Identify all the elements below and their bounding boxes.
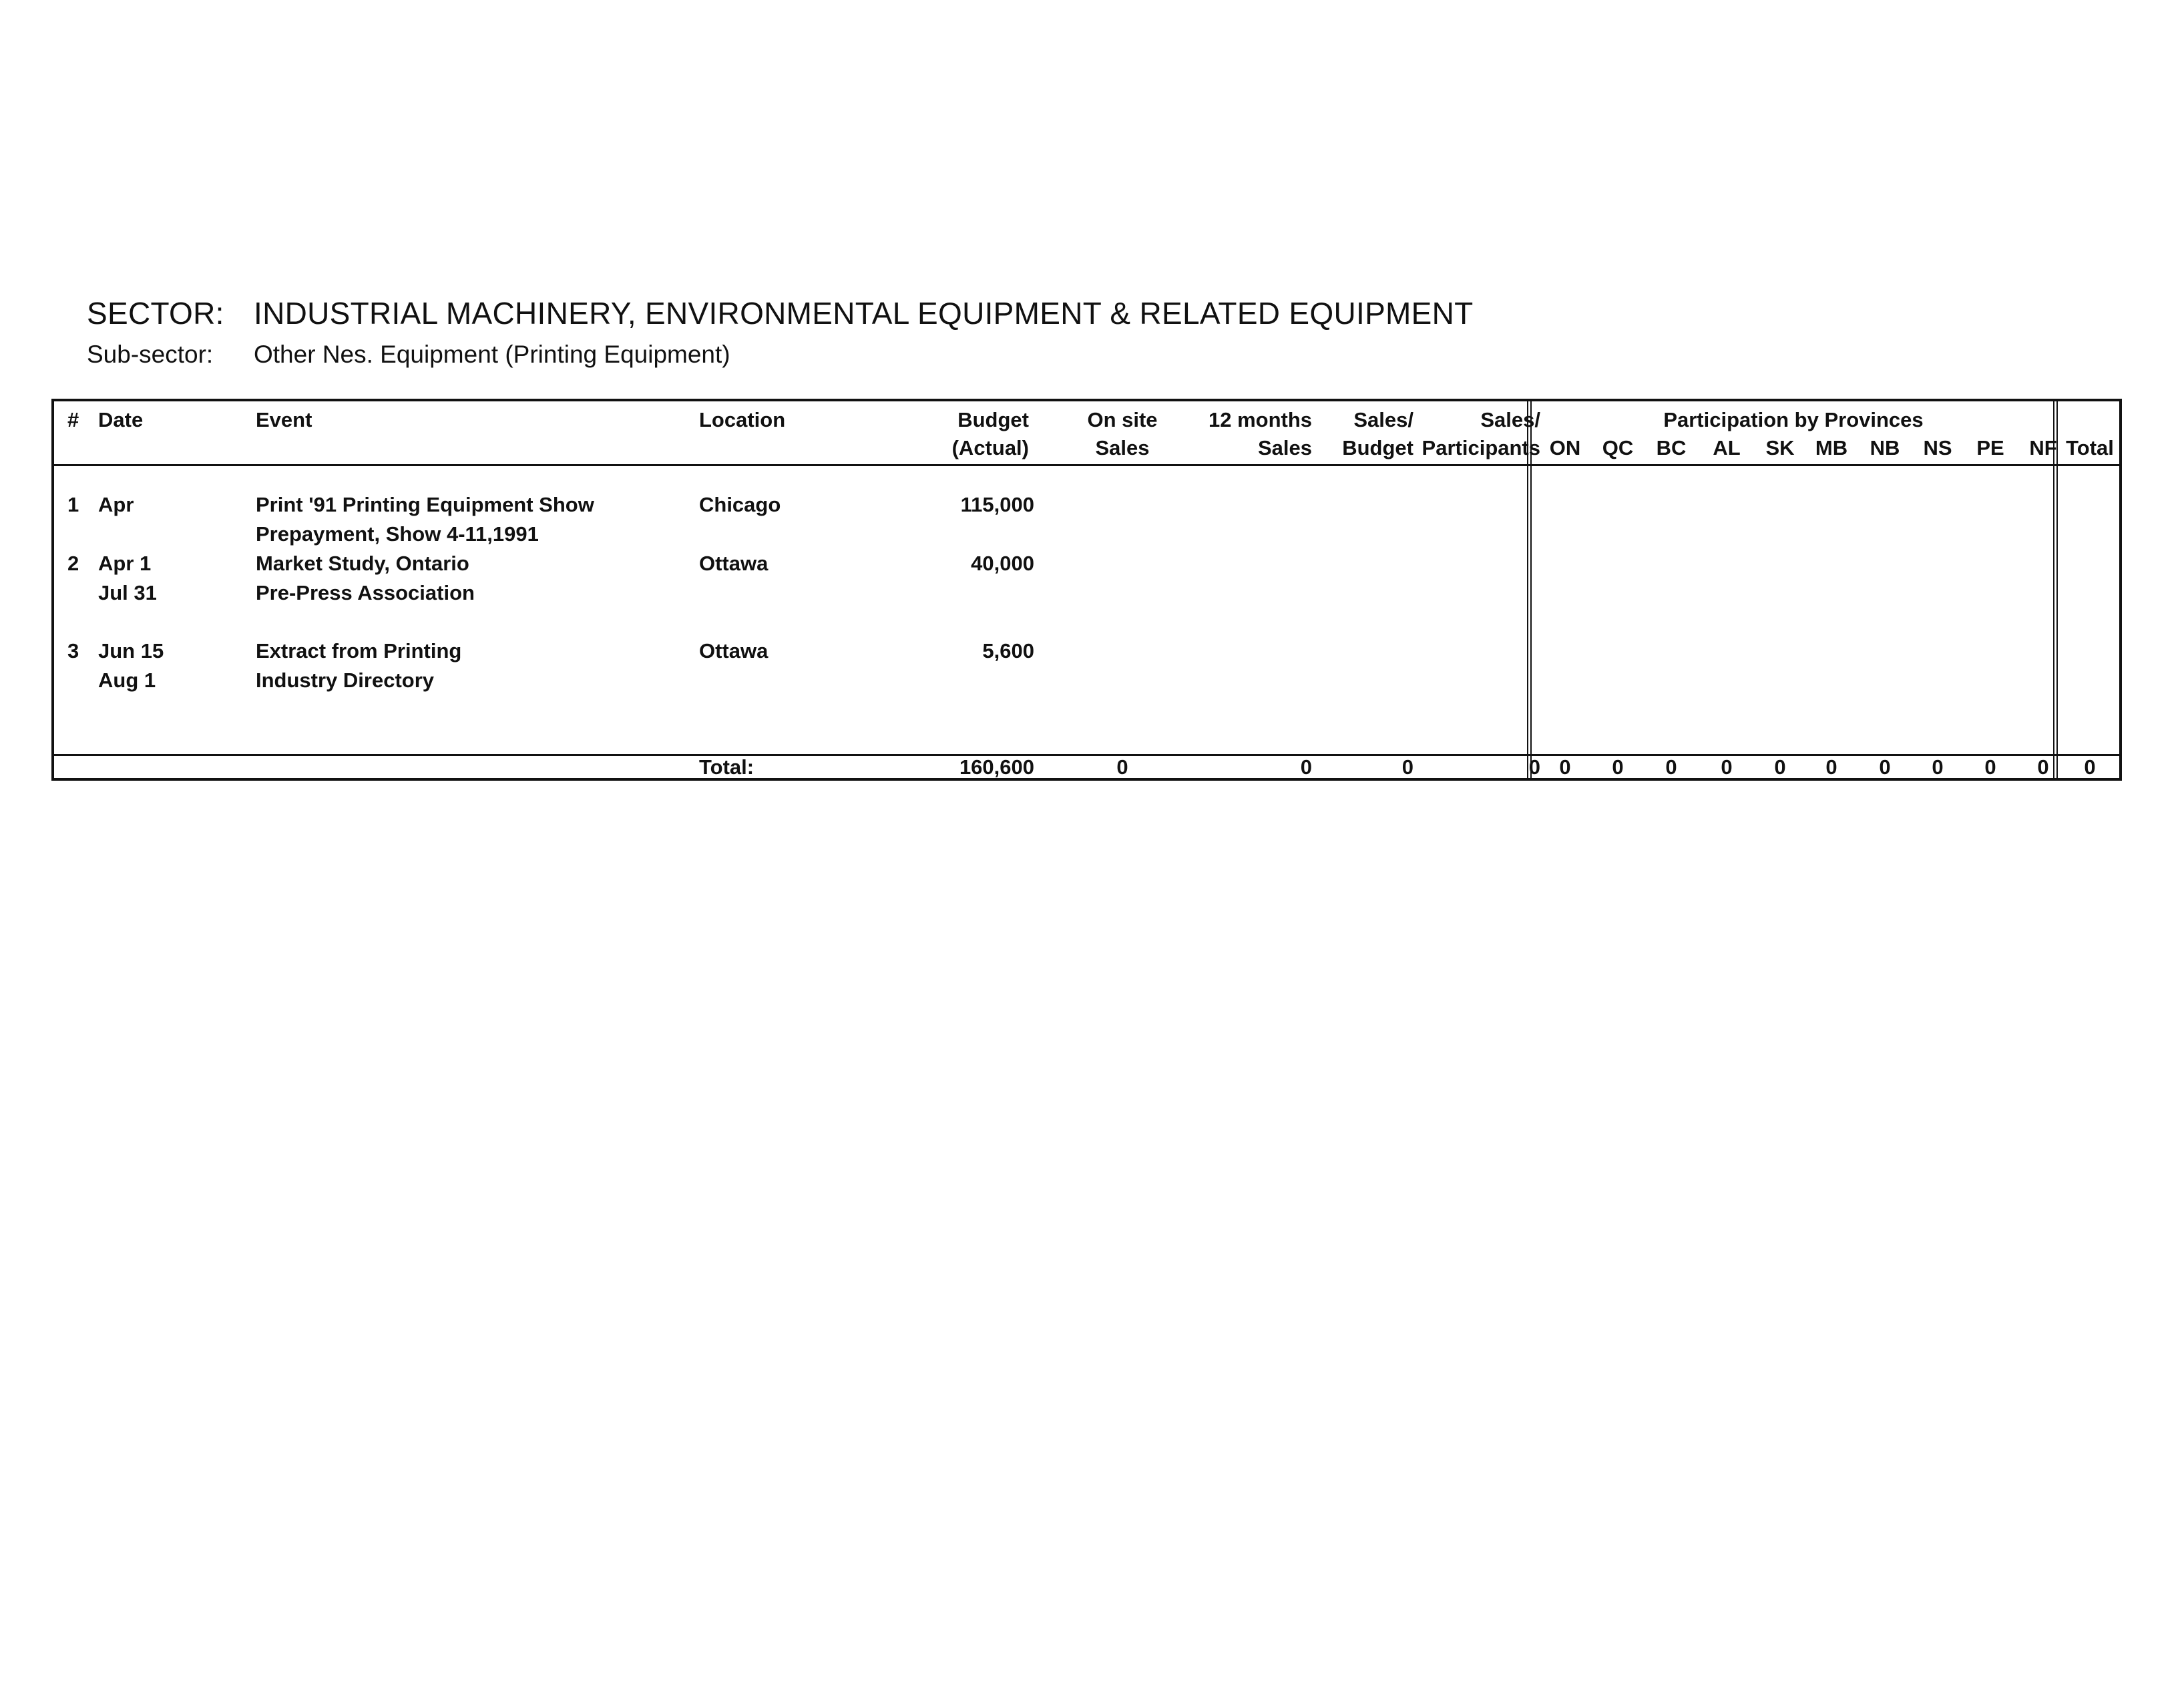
row-3-location: Ottawa bbox=[699, 639, 769, 663]
row-1-budget: 115,000 bbox=[960, 493, 1034, 516]
row-3-budget: 5,600 bbox=[982, 639, 1034, 663]
col-province-bc: BC bbox=[1656, 436, 1687, 459]
col-province-sk: SK bbox=[1765, 436, 1795, 459]
totals-province-al: 0 bbox=[1721, 755, 1733, 779]
totals-province-ns: 0 bbox=[1932, 755, 1944, 779]
row-1-event-2: Prepayment, Show 4-11,1991 bbox=[256, 522, 539, 546]
totals-province-qc: 0 bbox=[1612, 755, 1624, 779]
col-total: Total bbox=[2066, 436, 2114, 459]
totals-sales-budget: 0 bbox=[1401, 755, 1413, 779]
col-province-nb: NB bbox=[1870, 436, 1900, 459]
totals-province-nf: 0 bbox=[2037, 755, 2049, 779]
row-1-date-1: Apr bbox=[98, 493, 134, 516]
row-3-num: 3 bbox=[67, 639, 79, 663]
col-sales-participants-2: Participants bbox=[1422, 436, 1540, 459]
sector-value: INDUSTRIAL MACHINERY, ENVIRONMENTAL EQUIPMENT & RELATED EQUIPMENT bbox=[254, 296, 1474, 331]
row-3-event-1: Extract from Printing bbox=[256, 639, 462, 663]
totals-12months: 0 bbox=[1300, 755, 1312, 779]
row-3-event-2: Industry Directory bbox=[256, 669, 435, 692]
row-2-event-1: Market Study, Ontario bbox=[256, 552, 469, 575]
row-2-location: Ottawa bbox=[699, 552, 769, 575]
col-12months-1: 12 months bbox=[1208, 408, 1312, 431]
row-3-date-1: Jun 15 bbox=[98, 639, 164, 663]
col-num: # bbox=[67, 408, 79, 431]
totals-province-on: 0 bbox=[1559, 755, 1571, 779]
totals-province-nb: 0 bbox=[1879, 755, 1891, 779]
totals-province-bc: 0 bbox=[1665, 755, 1677, 779]
col-sales-participants-1: Sales/ bbox=[1480, 408, 1540, 431]
row-1-num: 1 bbox=[67, 493, 79, 516]
subsector-label: Sub-sector: bbox=[87, 341, 214, 368]
totals-province-mb: 0 bbox=[1825, 755, 1837, 779]
totals-province-pe: 0 bbox=[1984, 755, 1996, 779]
sector-label: SECTOR: bbox=[87, 296, 224, 331]
totals-total: 0 bbox=[2084, 755, 2096, 779]
col-sales-budget-2: Budget bbox=[1342, 436, 1413, 459]
col-date: Date bbox=[98, 408, 144, 431]
subsector-heading bbox=[87, 341, 730, 369]
row-2-event-2: Pre-Press Association bbox=[256, 581, 475, 604]
header-rule bbox=[54, 464, 2119, 466]
col-province-al: AL bbox=[1713, 436, 1741, 459]
row-1-location: Chicago bbox=[699, 493, 781, 516]
col-budget-2: (Actual) bbox=[951, 436, 1029, 459]
col-province-nf: NF bbox=[2029, 436, 2057, 459]
totals-budget: 160,600 bbox=[959, 755, 1034, 779]
row-2-date-1: Apr 1 bbox=[98, 552, 152, 575]
sector-heading bbox=[87, 295, 1474, 331]
totals-onsite: 0 bbox=[1116, 755, 1128, 779]
row-2-date-2: Jul 31 bbox=[98, 581, 157, 604]
subsector-value: Other Nes. Equipment (Printing Equipment) bbox=[254, 341, 730, 368]
col-event: Event bbox=[256, 408, 312, 431]
col-onsite-1: On site bbox=[1087, 408, 1158, 431]
col-province-mb: MB bbox=[1815, 436, 1848, 459]
col-province-qc: QC bbox=[1602, 436, 1634, 459]
col-onsite-2: Sales bbox=[1095, 436, 1150, 459]
totals-province-sk: 0 bbox=[1774, 755, 1786, 779]
totals-sales-participants: 0 bbox=[1528, 755, 1540, 779]
col-participation: Participation by Provinces bbox=[1663, 408, 1924, 431]
row-2-num: 2 bbox=[67, 552, 79, 575]
row-1-event-1: Print '91 Printing Equipment Show bbox=[256, 493, 594, 516]
col-location: Location bbox=[699, 408, 786, 431]
col-province-on: ON bbox=[1549, 436, 1581, 459]
col-province-ns: NS bbox=[1923, 436, 1952, 459]
row-3-date-2: Aug 1 bbox=[98, 669, 156, 692]
events-table bbox=[51, 399, 2122, 781]
col-12months-2: Sales bbox=[1257, 436, 1312, 459]
col-province-pe: PE bbox=[1976, 436, 2004, 459]
col-sales-budget-1: Sales/ bbox=[1353, 408, 1413, 431]
row-2-budget: 40,000 bbox=[971, 552, 1034, 575]
col-budget-1: Budget bbox=[957, 408, 1029, 431]
totals-label: Total: bbox=[699, 755, 754, 779]
